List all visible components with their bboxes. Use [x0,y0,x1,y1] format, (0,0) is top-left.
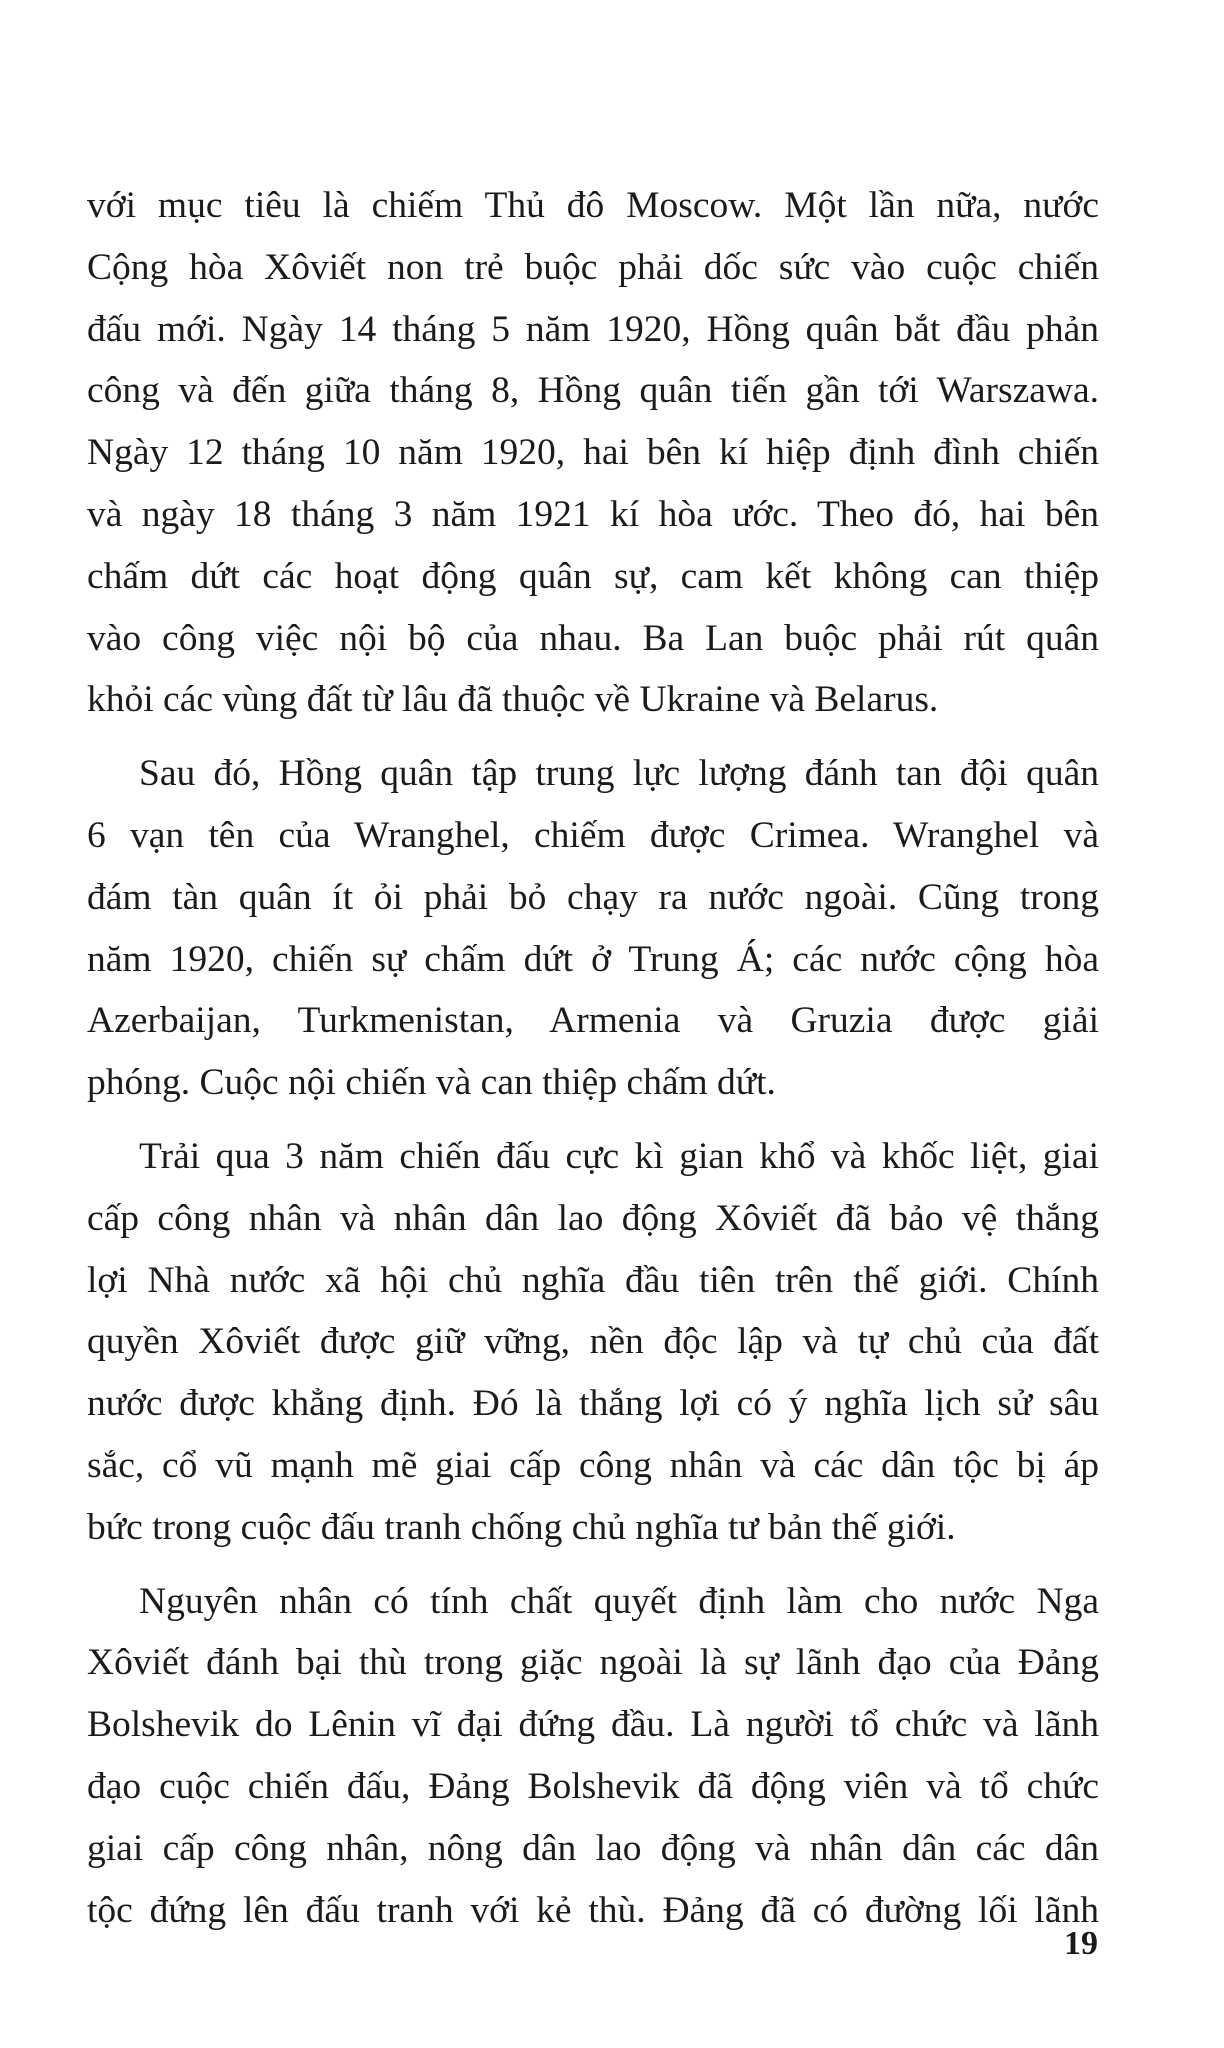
paragraph-4 [87,1571,1099,1942]
text-line: sắc, cổ vũ mạnh mẽ giai cấp công nhân và các dân tộc bị áp [87,1444,1099,1486]
text-line: chấm dứt các hoạt động quân sự, cam kết không can thiệp [87,555,1099,597]
text-line: tộc đứng lên đấu tranh với kẻ thù. Đảng đã có đường lối lãnh [87,1889,1099,1931]
text-line: khỏi các vùng đất từ lâu đã thuộc về Ukraine và Belarus. [87,679,939,721]
text-line: cấp công nhân và nhân dân lao động Xôviết đã bảo vệ thắng [87,1197,1099,1239]
text-line: Sau đó, Hồng quân tập trung lực lượng đánh tan đội quân [139,753,1099,795]
text-line: công và đến giữa tháng 8, Hồng quân tiến gần tới Warszawa. [87,370,1099,412]
text-line: Cộng hòa Xôviết non trẻ buộc phải dốc sức vào cuộc chiến [87,246,1099,288]
text-line: đám tàn quân ít ỏi phải bỏ chạy ra nước ngoài. Cũng trong [87,876,1099,918]
text-line: quyền Xôviết được giữ vững, nền độc lập và tự chủ của đất [87,1321,1099,1363]
text-line: năm 1920, chiến sự chấm dứt ở Trung Á; các nước cộng hòa [87,938,1099,980]
text-line: Bolshevik do Lênin vĩ đại đứng đầu. Là người tổ chức và lãnh [87,1704,1099,1746]
text-line: phóng. Cuộc nội chiến và can thiệp chấm dứt. [87,1062,776,1104]
paragraph-3 [87,1126,1099,1559]
text-line: đấu mới. Ngày 14 tháng 5 năm 1920, Hồng quân bắt đầu phản [87,308,1099,350]
body-text [87,175,1099,1941]
paragraph-1 [87,175,1099,731]
text-line: bức trong cuộc đấu tranh chống chủ nghĩa tư bản thế giới. [87,1506,956,1548]
text-line: Trải qua 3 năm chiến đấu cực kì gian khổ và khốc liệt, giai [139,1135,1099,1177]
paragraph-2 [87,743,1099,1114]
text-line: Xôviết đánh bại thù trong giặc ngoài là sự lãnh đạo của Đảng [87,1642,1099,1684]
page-number: 19 [1064,1925,1098,1962]
text-line: giai cấp công nhân, nông dân lao động và nhân dân các dân [87,1827,1099,1869]
text-line: lợi Nhà nước xã hội chủ nghĩa đầu tiên trên thế giới. Chính [87,1259,1099,1301]
text-line: Ngày 12 tháng 10 năm 1920, hai bên kí hiệp định đình chiến [87,432,1099,474]
text-line: và ngày 18 tháng 3 năm 1921 kí hòa ước. Theo đó, hai bên [87,493,1099,535]
text-line: nước được khẳng định. Đó là thắng lợi có ý nghĩa lịch sử sâu [87,1383,1099,1425]
text-line: Nguyên nhân có tính chất quyết định làm cho nước Nga [139,1580,1099,1622]
text-line: đạo cuộc chiến đấu, Đảng Bolshevik đã động viên và tổ chức [87,1765,1099,1807]
text-line: với mục tiêu là chiếm Thủ đô Moscow. Một lần nữa, nước [87,185,1099,226]
text-line: vào công việc nội bộ của nhau. Ba Lan buộc phải rút quân [87,617,1099,659]
text-line: Azerbaijan, Turkmenistan, Armenia và Gruzia được giải [87,1000,1099,1042]
text-line: 6 vạn tên của Wranghel, chiếm được Crimea. Wranghel và [87,814,1099,856]
